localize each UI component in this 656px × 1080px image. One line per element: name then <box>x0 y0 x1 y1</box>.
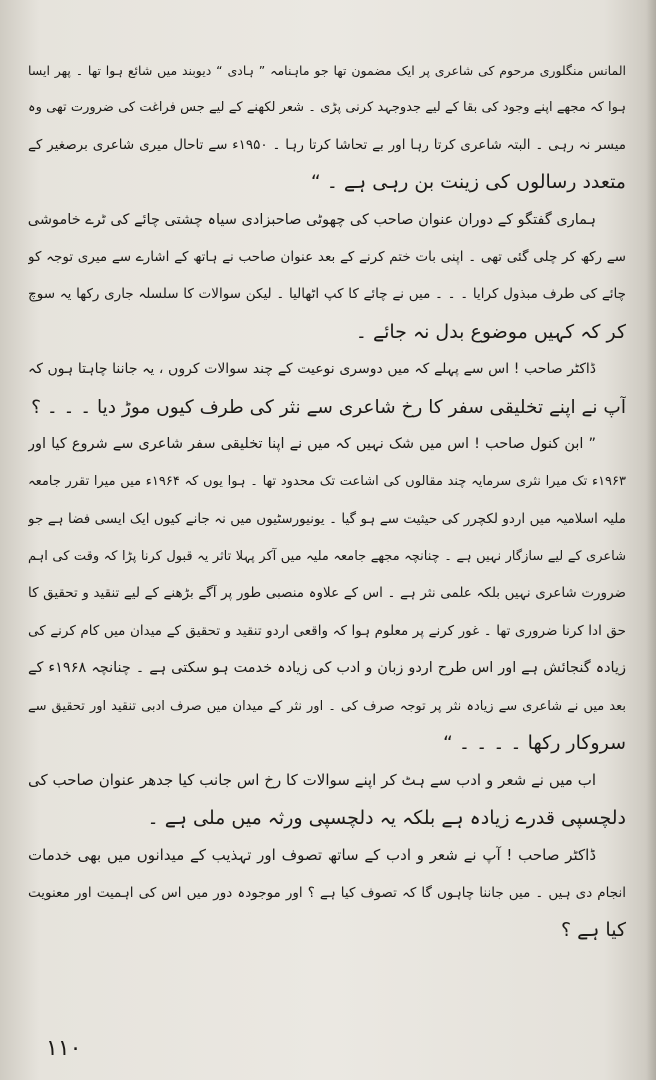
text-line: المانس منگلوری مرحوم کی شاعری پر ایک مضمون تھا جو ماہنامہ ” ہادی “ دیوبند میں شائع ہوا تھا ۔ پھر ایسا <box>28 63 626 78</box>
paragraph-1 <box>28 52 626 202</box>
paragraph-5 <box>28 762 626 837</box>
text-line: میسر نہ رہی ۔ البتہ شاعری کرتا رہا اور بے تحاشا کرتا رہا ۔ ۱۹۵۰ء سے تاحال میری شاعری برصغیر کے <box>28 136 626 153</box>
text-line: کر کہ کہیں موضوع بدل نہ جائے ۔ <box>355 320 626 343</box>
text-line: بعد میں نے شاعری سے زیادہ نثر پر توجہ صرف کی ۔ اور نثر کے میدان میں صرف ادبی تنقید اور تحقیق سے <box>28 698 626 714</box>
text-line: زیادہ گنجائش ہے اور اس طرح اردو زبان و ادب کی زیادہ خدمت ہو سکتی ہے ۔ چنانچہ ۱۹۶۸ء کے <box>28 660 626 677</box>
text-line: متعدد رسالوں کی زینت بن رہی ہے ۔ “ <box>310 171 626 194</box>
page-edge-shadow <box>646 0 656 1080</box>
text-line: سے رکھ کر چلی گئی تھی ۔ اپنی بات ختم کرنے کے بعد عنوان صاحب نے ہاتھ کے اشارے سے میری توجہ کو <box>28 248 626 265</box>
text-line: ڈاکٹر صاحب ! اس سے پہلے کہ میں دوسری نوعیت کے چند سوالات کروں ، یہ جاننا چاہتا ہوں کہ <box>28 361 596 378</box>
paragraph-2 <box>28 202 626 352</box>
text-line: دلچسپی قدرے زیادہ ہے بلکہ یہ دلچسپی ورثہ میں ملی ہے ۔ <box>147 806 626 829</box>
text-line: ہماری گفتگو کے دوران عنوان صاحب کی چھوٹی صاحبزادی سیاہ چشتی چائے کی ٹرے خاموشی <box>28 211 596 228</box>
text-line: ملیہ اسلامیہ میں اردو لکچرر کی حیثیت سے ہو گیا ۔ یونیورسٹیوں میں نہ جانے کیوں ایک ایسی فضا ہے جو <box>28 510 626 527</box>
text-line: ۱۹۶۳ء تک میرا نثری سرمایہ چند مقالوں کی اشاعت تک محدود تھا ۔ ہوا یوں کہ ۱۹۶۴ء میں میرا تقرر جامعہ <box>28 474 626 490</box>
text-line: اب میں نے شعر و ادب سے ہٹ کر اپنے سوالات کا رخ اس جانب کیا جدھر عنوان صاحب کی <box>28 771 596 790</box>
text-line: سروکار رکھا ۔ ۔ ۔ ۔ “ <box>443 732 626 755</box>
text-line: ضرورت شاعری نہیں بلکہ علمی نثر ہے ۔ اس کے علاوہ منصبی طور پر آگے بڑھنے کے لیے تنقید و تحقیق کا <box>28 585 626 602</box>
paragraph-4 <box>28 426 626 763</box>
text-line: حق ادا کرنا ضروری تھا ۔ غور کرنے پر معلوم ہوا کہ واقعی اردو تنقید و تحقیق کے میدان میں کام کرنے کی <box>28 622 626 639</box>
text-line: شاعری کے لیے سازگار نہیں ہے ۔ چنانچہ مجھے جامعہ ملیہ میں آکر پہلا تاثر یہ قبول کرنا پڑا کہ وقت کی اہم <box>28 549 626 565</box>
paragraph-6 <box>28 837 626 949</box>
text-line: ڈاکٹر صاحب ! آپ نے شعر و ادب کے ساتھ تصوف اور تہذیب کے میدانوں میں بھی خدمات <box>28 846 596 865</box>
text-line: انجام دی ہیں ۔ میں جاننا چاہوں گا کہ تصوف کیا ہے ؟ اور موجودہ دور میں اس کی اہمیت اور معنویت <box>28 884 626 901</box>
paragraph-3 <box>28 351 626 426</box>
page-body <box>28 52 626 949</box>
text-line: آپ نے اپنے تخلیقی سفر کا رخ شاعری سے نثر کی طرف کیوں موڑ دیا ۔ ۔ ۔ ؟ <box>31 396 626 418</box>
text-line: ہوا کہ مجھے اپنے وجود کی بقا کے لیے جدوجہد کرنی پڑی ۔ شعر لکھنے کے لیے جس فراغت کی ضرورت تھی وہ <box>28 100 626 116</box>
text-line: کیا ہے ؟ <box>561 918 626 941</box>
text-line: ” ابن کنول صاحب ! اس میں شک نہیں کہ میں نے اپنا تخلیقی سفر شاعری سے شروع کیا اور <box>28 435 596 452</box>
text-line: چائے کی طرف مبذول کرایا ۔ ۔ ۔ میں نے چائے کا کپ اٹھالیا ۔ لیکن سوالات کا سلسلہ جاری رکھا یہ سوچ <box>28 286 626 303</box>
page-number: ۱۱۰ <box>46 1036 82 1061</box>
